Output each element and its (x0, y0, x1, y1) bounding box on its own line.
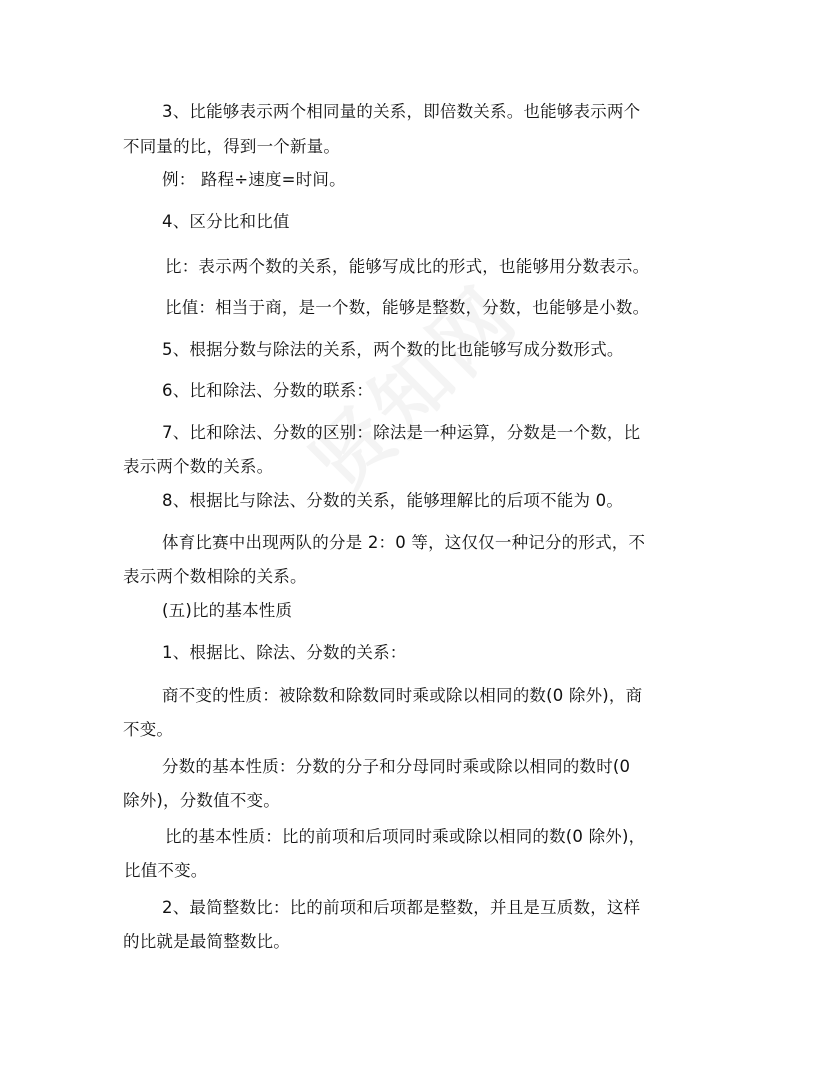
paragraph-sports (123, 532, 646, 588)
paragraph-line: 8、根据比与除法、分数的关系，能够理解比的后项不能为 0。 (162, 491, 624, 510)
paragraph-q1 (162, 642, 407, 664)
paragraph-line: 比值：相当于商，是一个数，能够是整数，分数，也能够是小数。 (165, 298, 650, 317)
paragraph-line: 比值不变。 (124, 861, 208, 880)
paragraph-line: (五)比的基本性质 (162, 601, 293, 620)
paragraph-line: 比的基本性质：比的前项和后项同时乘或除以相同的数(0 除外)， (165, 827, 646, 846)
paragraph-bi (165, 256, 649, 278)
paragraph-line: 商不变的性质：被除数和除数同时乘或除以相同的数(0 除外)，商 (162, 686, 643, 705)
paragraph-line: 分数的基本性质：分数的分子和分母同时乘或除以相同的数时(0 (162, 757, 631, 776)
paragraph-6 (162, 380, 373, 402)
paragraph-line: 1、根据比、除法、分数的关系： (162, 643, 407, 662)
paragraph-line: 例： 路程÷速度=时间。 (162, 170, 346, 189)
paragraph-line: 除外)，分数值不变。 (123, 791, 280, 810)
paragraph-line: 2、最简整数比：比的前项和后项都是整数，并且是互质数，这样 (162, 898, 641, 917)
paragraph-line: 7、比和除法、分数的区别：除法是一种运算，分数是一个数，比 (162, 423, 641, 442)
paragraph-bizhi (165, 297, 649, 319)
section-heading-5 (162, 600, 292, 622)
paragraph-example (162, 169, 346, 191)
paragraph-line: 的比就是最简整数比。 (123, 932, 290, 951)
paragraph-3 (123, 101, 641, 158)
paragraph-line: 6、比和除法、分数的联系： (162, 381, 374, 400)
paragraph-4 (162, 211, 290, 233)
paragraph-line: 不同量的比，得到一个新量。 (123, 137, 341, 156)
paragraph-line: 5、根据分数与除法的关系，两个数的比也能够写成分数形式。 (162, 340, 624, 359)
paragraph-5 (162, 339, 624, 361)
paragraph-line: 表示两个数相除的关系。 (123, 567, 307, 586)
paragraph-q2 (123, 897, 641, 953)
paragraph-line: 比：表示两个数的关系，能够写成比的形式，也能够用分数表示。 (165, 257, 650, 276)
paragraph-fenshu (123, 756, 631, 812)
paragraph-line: 体育比赛中出现两队的分是 2：0 等，这仅仅一种记分的形式，不 (162, 533, 646, 552)
paragraph-line: 表示两个数的关系。 (123, 457, 274, 476)
paragraph-7 (123, 422, 641, 478)
paragraph-8 (162, 490, 623, 512)
paragraph-bixing (124, 826, 646, 882)
paragraph-line: 3、比能够表示两个相同量的关系，即倍数关系。也能够表示两个 (162, 102, 641, 121)
paragraph-shang (123, 685, 643, 741)
paragraph-line: 不变。 (123, 720, 174, 739)
paragraph-line: 4、区分比和比值 (162, 212, 290, 231)
